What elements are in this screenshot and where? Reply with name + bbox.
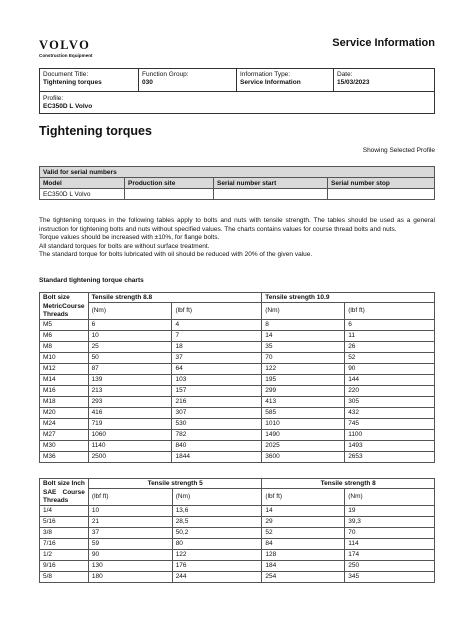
date-cell (333, 69, 434, 92)
table-row (40, 320, 435, 331)
torque-value-cell: 64 (172, 364, 262, 375)
table-row (40, 364, 435, 375)
metric-unit-header: (lbf ft) (172, 303, 262, 320)
bolt-size-cell: M5 (40, 320, 89, 331)
torque-value-cell: 10 (88, 331, 172, 342)
table-row (40, 342, 435, 353)
torque-value-cell: 184 (262, 561, 345, 572)
bolt-size-cell: M20 (40, 408, 89, 419)
profile-label: Profile: (43, 95, 64, 102)
info-type-cell (236, 69, 333, 92)
torque-value-cell: 6 (88, 320, 172, 331)
inch-unit-row (40, 489, 435, 506)
serial-number-table (39, 166, 435, 200)
table-row (40, 506, 435, 517)
torque-value-cell: 307 (172, 408, 262, 419)
inch-unit-header: (lbf ft) (262, 489, 345, 506)
torque-value-cell: 1140 (88, 441, 172, 452)
date-label: Date: (337, 71, 353, 78)
torque-value-cell: 345 (345, 572, 435, 583)
torque-value-cell: 84 (262, 539, 345, 550)
torque-value-cell: 70 (262, 353, 345, 364)
table-row (40, 528, 435, 539)
table-row (40, 375, 435, 386)
bolt-size-cell: M27 (40, 430, 89, 441)
metric-thread-label-a: Metric (43, 302, 63, 310)
bolt-size-cell: M24 (40, 419, 89, 430)
document-info-box (39, 68, 435, 114)
serial-table-row (40, 189, 435, 200)
bolt-size-cell: 5/16 (40, 517, 89, 528)
torque-value-cell: 35 (262, 342, 345, 353)
inch-unit-header: (Nm) (172, 489, 262, 506)
torque-value-cell: 432 (345, 408, 435, 419)
bolt-size-cell: 9/16 (40, 561, 89, 572)
metric-ts2-header: Tensile strength 10.9 (262, 293, 435, 303)
info-row (40, 69, 434, 92)
table-row (40, 517, 435, 528)
torque-value-cell: 585 (262, 408, 345, 419)
metric-header-row (40, 293, 435, 303)
metric-unit-header: (Nm) (88, 303, 172, 320)
torque-value-cell: 174 (345, 550, 435, 561)
inch-unit-header: (lbf ft) (88, 489, 172, 506)
inch-unit-header: (Nm) (345, 489, 435, 506)
serial-header-production-site: Production site (125, 178, 214, 189)
bolt-size-cell: 3/8 (40, 528, 89, 539)
inch-bolt-size-header: Bolt size Inch (40, 479, 89, 489)
torque-value-cell: 530 (172, 419, 262, 430)
inch-thread-label-b: Course (62, 488, 85, 496)
torque-value-cell: 139 (88, 375, 172, 386)
metric-unit-row (40, 303, 435, 320)
inch-thread-label-c: Threads (43, 496, 69, 504)
intro-paragraph: Torque values should be increased with ±10%, for flange bolts. (39, 234, 220, 242)
serial-table-title-row (40, 167, 435, 178)
torque-value-cell: 250 (345, 561, 435, 572)
bolt-size-cell: M36 (40, 452, 89, 463)
torque-value-cell: 3600 (262, 452, 345, 463)
metric-unit-header: (Nm) (262, 303, 345, 320)
torque-value-cell: 21 (88, 517, 172, 528)
metric-thread-label-b: Course (62, 302, 85, 310)
serial-cell-production-site (125, 189, 214, 200)
profile-note: Showing Selected Profile (362, 147, 435, 154)
torque-value-cell: 1100 (345, 430, 435, 441)
torque-value-cell: 90 (88, 550, 172, 561)
date-value: 15/03/2023 (337, 79, 370, 86)
torque-value-cell: 2653 (345, 452, 435, 463)
brand-subtitle: Construction Equipment (39, 53, 93, 58)
torque-value-cell: 8 (262, 320, 345, 331)
torque-value-cell: 1844 (172, 452, 262, 463)
torque-value-cell: 52 (345, 353, 435, 364)
serial-table-header-row (40, 178, 435, 189)
torque-value-cell: 50 (88, 353, 172, 364)
intro-paragraph: The tightening torques in the following tables apply to bolts and nuts with tensile strength. The tables should be used as a general instruction for tightening bolts and nuts without specified values. The charts contains values for course thread bolts and nuts. (39, 217, 435, 233)
bolt-size-cell: 1/4 (40, 506, 89, 517)
serial-cell-serial-stop (328, 189, 435, 200)
torque-value-cell: 299 (262, 386, 345, 397)
torque-value-cell: 128 (262, 550, 345, 561)
table-row (40, 452, 435, 463)
intro-text (39, 217, 435, 260)
brand-logo: VOLVO (39, 38, 91, 52)
torque-value-cell: 37 (88, 528, 172, 539)
torque-value-cell: 416 (88, 408, 172, 419)
torque-value-cell: 37 (172, 353, 262, 364)
torque-value-cell: 25 (88, 342, 172, 353)
torque-value-cell: 1490 (262, 430, 345, 441)
torque-value-cell: 90 (345, 364, 435, 375)
inch-thread-type-header (40, 489, 89, 506)
torque-value-cell: 122 (172, 550, 262, 561)
torque-value-cell: 28,5 (172, 517, 262, 528)
function-group-label: Function Group: (142, 71, 189, 78)
bolt-size-cell: M10 (40, 353, 89, 364)
doc-title-value: Tightening torques (43, 79, 102, 86)
table-row (40, 572, 435, 583)
section-title: Standard tightening torque charts (39, 277, 144, 284)
table-row (40, 386, 435, 397)
bolt-size-cell: M30 (40, 441, 89, 452)
torque-value-cell: 254 (262, 572, 345, 583)
torque-value-cell: 80 (172, 539, 262, 550)
function-group-value: 030 (142, 79, 153, 86)
torque-value-cell: 103 (172, 375, 262, 386)
torque-value-cell: 4 (172, 320, 262, 331)
function-group-cell (138, 69, 236, 92)
torque-value-cell: 305 (345, 397, 435, 408)
metric-unit-header: (lbf ft) (345, 303, 435, 320)
document-type-heading: Service Information (332, 37, 435, 49)
table-row (40, 561, 435, 572)
page-header (39, 36, 435, 60)
bolt-size-cell: M8 (40, 342, 89, 353)
serial-cell-model: EC350D L Volvo (40, 189, 125, 200)
info-type-value: Service Information (240, 79, 301, 86)
torque-value-cell: 114 (345, 539, 435, 550)
torque-value-cell: 293 (88, 397, 172, 408)
torque-value-cell: 176 (172, 561, 262, 572)
torque-value-cell: 122 (262, 364, 345, 375)
serial-header-serial-stop: Serial number stop (328, 178, 435, 189)
torque-value-cell: 220 (345, 386, 435, 397)
torque-value-cell: 719 (88, 419, 172, 430)
metric-thread-type-header (40, 303, 89, 320)
torque-value-cell: 840 (172, 441, 262, 452)
metric-ts1-header: Tensile strength 8.8 (88, 293, 262, 303)
torque-value-cell: 144 (345, 375, 435, 386)
torque-value-cell: 7 (172, 331, 262, 342)
table-row (40, 353, 435, 364)
torque-value-cell: 10 (88, 506, 172, 517)
table-row (40, 441, 435, 452)
torque-value-cell: 782 (172, 430, 262, 441)
info-type-label: Information Type: (240, 71, 291, 78)
torque-value-cell: 11 (345, 331, 435, 342)
serial-table-title: Valid for serial numbers (40, 167, 435, 178)
torque-value-cell: 1010 (262, 419, 345, 430)
torque-value-cell: 130 (88, 561, 172, 572)
bolt-size-cell: M12 (40, 364, 89, 375)
profile-value: EC350D L Volvo (43, 103, 93, 110)
inch-thread-label-a: SAE (43, 488, 57, 496)
intro-paragraph: The standard torque for bolts lubricated with oil should be reduced with 20% of the given value. (39, 251, 313, 259)
torque-value-cell: 216 (172, 397, 262, 408)
torque-value-cell: 413 (262, 397, 345, 408)
metric-thread-label-c: Threads (43, 310, 69, 318)
torque-value-cell: 87 (88, 364, 172, 375)
table-row (40, 430, 435, 441)
torque-value-cell: 59 (88, 539, 172, 550)
table-row (40, 408, 435, 419)
torque-value-cell: 13,6 (172, 506, 262, 517)
torque-value-cell: 70 (345, 528, 435, 539)
bolt-size-cell: 7/16 (40, 539, 89, 550)
bolt-size-cell: 1/2 (40, 550, 89, 561)
intro-paragraph: All standard torques for bolts are without surface treatment. (39, 242, 210, 250)
inch-ts2-header: Tensile strength 8 (262, 479, 435, 489)
table-row (40, 550, 435, 561)
metric-torque-table (39, 292, 435, 463)
page-title: Tightening torques (39, 124, 152, 138)
torque-value-cell: 2500 (88, 452, 172, 463)
profile-cell (40, 92, 95, 114)
torque-value-cell: 52 (262, 528, 345, 539)
torque-value-cell: 195 (262, 375, 345, 386)
doc-title-label: Document Title: (43, 71, 89, 78)
serial-cell-serial-start (214, 189, 328, 200)
torque-value-cell: 1060 (88, 430, 172, 441)
torque-value-cell: 745 (345, 419, 435, 430)
serial-header-serial-start: Serial number start (214, 178, 328, 189)
table-row (40, 539, 435, 550)
torque-value-cell: 244 (172, 572, 262, 583)
inch-header-row (40, 479, 435, 489)
table-row (40, 397, 435, 408)
bolt-size-cell: M14 (40, 375, 89, 386)
table-row (40, 331, 435, 342)
torque-value-cell: 14 (262, 331, 345, 342)
torque-value-cell: 157 (172, 386, 262, 397)
inch-ts1-header: Tensile strength 5 (88, 479, 262, 489)
torque-value-cell: 213 (88, 386, 172, 397)
torque-value-cell: 26 (345, 342, 435, 353)
torque-value-cell: 18 (172, 342, 262, 353)
torque-value-cell: 29 (262, 517, 345, 528)
metric-bolt-size-header: Bolt size (40, 293, 89, 303)
bolt-size-cell: M18 (40, 397, 89, 408)
torque-value-cell: 1493 (345, 441, 435, 452)
inch-torque-table (39, 478, 435, 583)
torque-value-cell: 180 (88, 572, 172, 583)
bolt-size-cell: 5/8 (40, 572, 89, 583)
doc-title-cell (40, 69, 138, 92)
torque-value-cell: 19 (345, 506, 435, 517)
bolt-size-cell: M16 (40, 386, 89, 397)
torque-value-cell: 39,3 (345, 517, 435, 528)
torque-value-cell: 6 (345, 320, 435, 331)
table-row (40, 419, 435, 430)
torque-value-cell: 2025 (262, 441, 345, 452)
torque-value-cell: 14 (262, 506, 345, 517)
torque-value-cell: 50,2 (172, 528, 262, 539)
bolt-size-cell: M6 (40, 331, 89, 342)
serial-header-model: Model (40, 178, 125, 189)
